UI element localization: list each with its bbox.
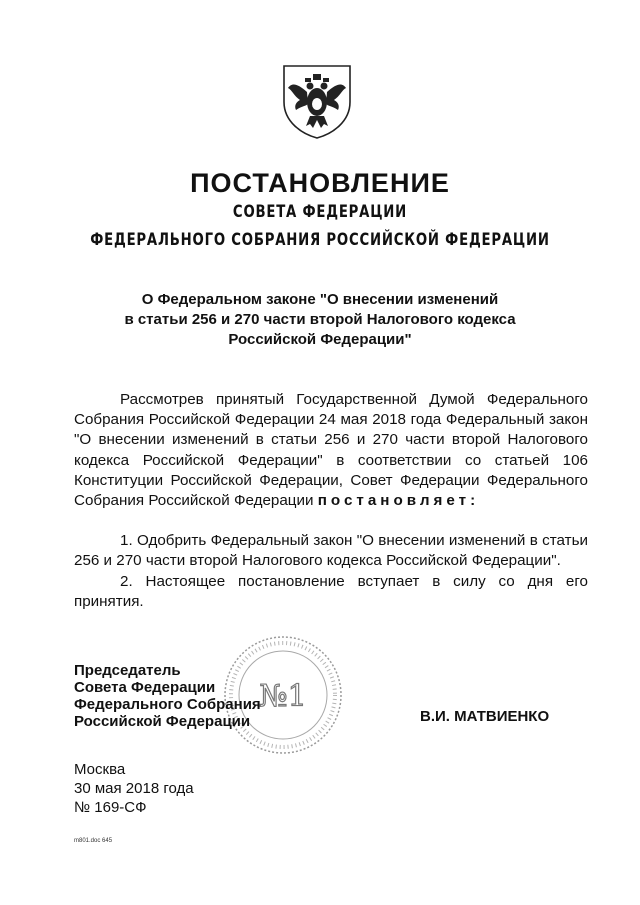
signer-position: [74, 662, 261, 730]
signer-name: В.И. МАТВИЕНКО: [420, 708, 550, 725]
signer-position-line-3: Федерального Собрания: [74, 696, 261, 713]
issue-date: 30 мая 2018 года: [74, 780, 194, 797]
document-body: [74, 390, 588, 612]
issue-city: Москва: [74, 761, 126, 778]
subject-line-1: О Федеральном законе "О внесении изменений: [141, 291, 499, 308]
signer-position-line-1: Председатель: [74, 662, 181, 679]
resolution-item-1: 1. Одобрить Федеральный закон "О внесении изменений в статьи 256 и 270 части второй Налогового кодекса Российской Федерации".: [74, 532, 588, 570]
preamble-text: Рассмотрев принятый Государственной Думой Федерального Собрания Российской Федерации 24 мая 2018 года Федеральный закон "О внесении изменений в статьи 256 и 270 части второй Налогового кодекса Российской Федерации" в соответствии со статьей 106 Конституции Российской Федерации, Совет Федерации Федерального Собрания Российской Федерации: [74, 391, 588, 510]
document-subject: [100, 290, 540, 350]
issuer-line-2: ФЕДЕРАЛЬНОГО СОБРАНИЯ РОССИЙСКОЙ ФЕДЕРАЦИИ: [90, 230, 550, 250]
subject-line-3: Российской Федерации": [228, 331, 412, 348]
preamble-paragraph: [74, 390, 588, 511]
signer-position-line-2: Совета Федерации: [74, 679, 216, 696]
issue-number: № 169-СФ: [74, 799, 147, 816]
resolution-item-2: 2. Настоящее постановление вступает в силу со дня его принятия.: [74, 572, 588, 610]
document-title: ПОСТАНОВЛЕНИЕ: [190, 168, 450, 198]
file-code: m801.doc 645: [74, 838, 113, 844]
issue-details: [74, 760, 194, 817]
subject-line-2: в статьи 256 и 270 части второй Налогового кодекса: [124, 311, 516, 328]
coat-of-arms-icon: [280, 62, 354, 140]
stamp-number: №1: [259, 679, 307, 714]
signer-position-line-4: Российской Федерации: [74, 713, 251, 730]
issuer-line-1: СОВЕТА ФЕДЕРАЦИИ: [232, 202, 408, 222]
resolves-word: постановляет:: [317, 492, 480, 510]
